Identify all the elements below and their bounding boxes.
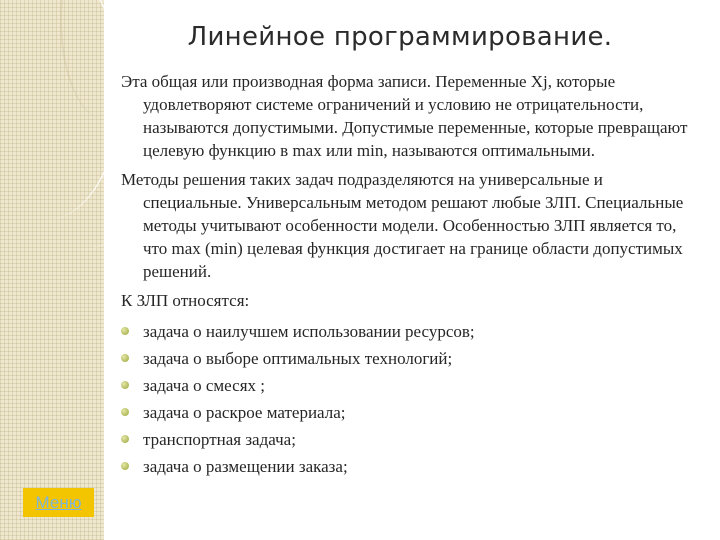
list-item-text: задача о смесях ; [143,376,265,395]
list-item-text: задача о выборе оптимальных технологий; [143,349,453,368]
bullet-dot-icon [121,327,129,335]
list-item [121,318,691,345]
list-item-text: задача о размещении заказа; [143,457,348,476]
bullet-dot-icon [121,354,129,362]
list-item-text: транспортная задача; [143,430,296,449]
paragraph-list-intro: К ЗЛП относятся: [121,291,250,310]
paragraph-definition: Эта общая или производная форма записи. Переменные Xj, которые удовлетворяют системе ограничений и условию не отрицательности, называются допустимыми. Допустимые переменные, которые превращают целевую функцию в max или min, называются оптимальными. [121,72,688,160]
paragraph-methods: Методы решения таких задач подразделяются на универсальные и специальные. Универсальным методом решают любые ЗЛП. Специальные методы учитывают особенности модели. Особенностью ЗЛП является то, что max (min) целевая функция достигает на границе области допустимых решений. [121,170,684,281]
list-item-text: задача о наилучшем использовании ресурсов; [143,322,475,341]
menu-button[interactable]: Меню [23,488,94,517]
list-item [121,453,691,480]
list-item [121,372,691,399]
slide-title: Линейное программирование. [187,22,613,52]
decorative-side-band [0,0,104,540]
bullet-dot-icon [121,381,129,389]
list-item-text: задача о раскрое материала; [143,403,346,422]
list-item [121,399,691,426]
bullet-dot-icon [121,462,129,470]
task-list [121,318,691,480]
slide-content [121,70,691,480]
list-item [121,345,691,372]
bullet-dot-icon [121,435,129,443]
bullet-dot-icon [121,408,129,416]
list-item [121,426,691,453]
